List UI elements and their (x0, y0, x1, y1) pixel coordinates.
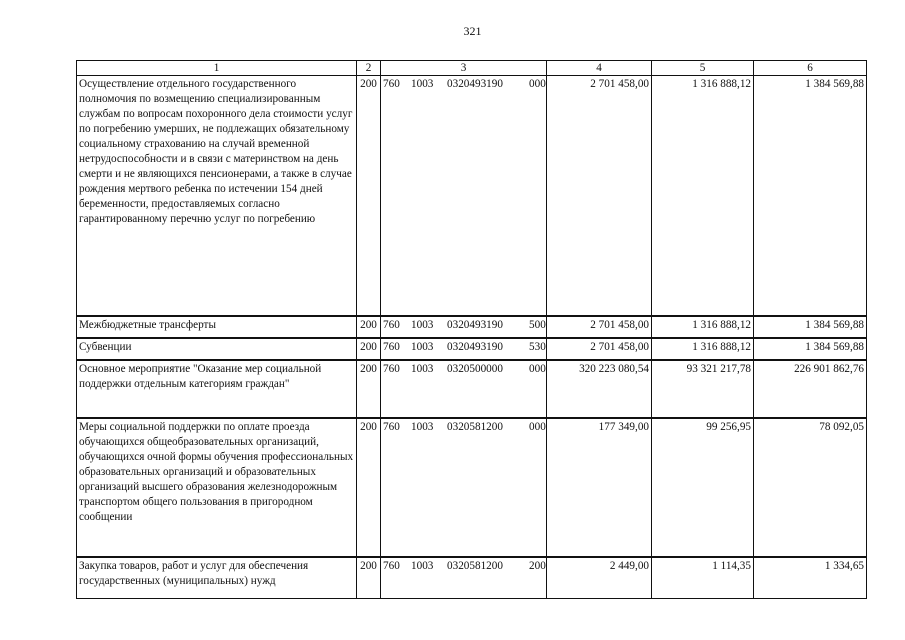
table-row (77, 360, 867, 418)
row-codes (381, 338, 547, 360)
row-col4: 2 701 458,00 (547, 76, 652, 316)
section-code: 1003 (411, 420, 434, 433)
target-article-code: 0320581200 (447, 420, 503, 433)
grbs-code: 760 (383, 78, 400, 90)
header-col-3: 3 (381, 61, 547, 76)
row-codes (381, 557, 547, 599)
section-code: 1003 (411, 78, 434, 90)
grbs-code: 760 (383, 340, 400, 353)
table-row (77, 418, 867, 557)
expense-type-code: 530 (529, 340, 546, 353)
row-col5: 1 316 888,12 (652, 76, 754, 316)
budget-table (76, 60, 867, 599)
row-name: Осуществление отдельного государственного полномочия по возмещению специализированным службам по вопросам похоронного дела стоимости услуг по погребению умерших, не подлежащих обязательному социальному страхованию на случай временной нетрудоспособности и в связи с материнством на день смерти и не являющихся пенсионерами, а также в случае рождения мертвого ребенка по истечении 154 дней беременности, предоставляемых согласно гарантированному перечню услуг по погребению (77, 76, 357, 316)
row-col6: 1 384 569,88 (754, 338, 867, 360)
row-name: Основное мероприятие "Оказание мер социальной поддержки отдельным категориям граждан" (77, 360, 357, 418)
row-col6: 1 334,65 (754, 557, 867, 599)
section-code: 1003 (411, 559, 434, 572)
row-codes (381, 316, 547, 338)
row-col6: 1 384 569,88 (754, 316, 867, 338)
row-col2: 200 (357, 557, 381, 599)
row-name: Меры социальной поддержки по оплате проезда обучающихся общеобразовательных организаций, обучающихся очной формы обучения профессиональных образовательных организаций и образовательных организаций высшего образования железнодорожным транспортом общего пользования в пригородном сообщении (77, 418, 357, 557)
expense-type-code: 000 (529, 420, 546, 433)
table-row (77, 76, 867, 316)
expense-type-code: 500 (529, 318, 546, 331)
target-article-code: 0320493190 (447, 318, 503, 331)
header-col-1: 1 (77, 61, 357, 76)
row-name: Субвенции (77, 338, 357, 360)
target-article-code: 0320581200 (447, 559, 503, 572)
header-col-2: 2 (357, 61, 381, 76)
expense-type-code: 000 (529, 78, 546, 90)
row-col4: 2 701 458,00 (547, 338, 652, 360)
row-codes (381, 360, 547, 418)
section-code: 1003 (411, 362, 434, 375)
header-row (77, 61, 867, 76)
section-code: 1003 (411, 340, 434, 353)
target-article-code: 0320493190 (447, 78, 503, 90)
section-code: 1003 (411, 318, 434, 331)
row-col2: 200 (357, 338, 381, 360)
grbs-code: 760 (383, 420, 400, 433)
row-name: Закупка товаров, работ и услуг для обеспечения государственных (муниципальных) нужд (77, 557, 357, 599)
row-codes (381, 76, 547, 316)
row-col2: 200 (357, 76, 381, 316)
grbs-code: 760 (383, 318, 400, 331)
row-col4: 2 701 458,00 (547, 316, 652, 338)
table-row (77, 316, 867, 338)
row-col6: 78 092,05 (754, 418, 867, 557)
expense-type-code: 200 (529, 559, 546, 572)
page-number: 321 (463, 24, 482, 38)
row-col5: 1 114,35 (652, 557, 754, 599)
expense-type-code: 000 (529, 362, 546, 375)
row-col5: 1 316 888,12 (652, 338, 754, 360)
row-col6: 226 901 862,76 (754, 360, 867, 418)
table-row (77, 338, 867, 360)
grbs-code: 760 (383, 362, 400, 375)
target-article-code: 0320493190 (447, 340, 503, 353)
grbs-code: 760 (383, 559, 400, 572)
row-col4: 320 223 080,54 (547, 360, 652, 418)
row-col5: 99 256,95 (652, 418, 754, 557)
header-col-6: 6 (754, 61, 867, 76)
row-col6: 1 384 569,88 (754, 76, 867, 316)
target-article-code: 0320500000 (447, 362, 503, 375)
row-codes (381, 418, 547, 557)
row-col2: 200 (357, 316, 381, 338)
header-col-4: 4 (547, 61, 652, 76)
header-col-5: 5 (652, 61, 754, 76)
row-col5: 93 321 217,78 (652, 360, 754, 418)
row-col4: 2 449,00 (547, 557, 652, 599)
row-col4: 177 349,00 (547, 418, 652, 557)
row-name: Межбюджетные трансферты (77, 316, 357, 338)
table-row (77, 557, 867, 599)
row-col2: 200 (357, 360, 381, 418)
row-col5: 1 316 888,12 (652, 316, 754, 338)
row-col2: 200 (357, 418, 381, 557)
